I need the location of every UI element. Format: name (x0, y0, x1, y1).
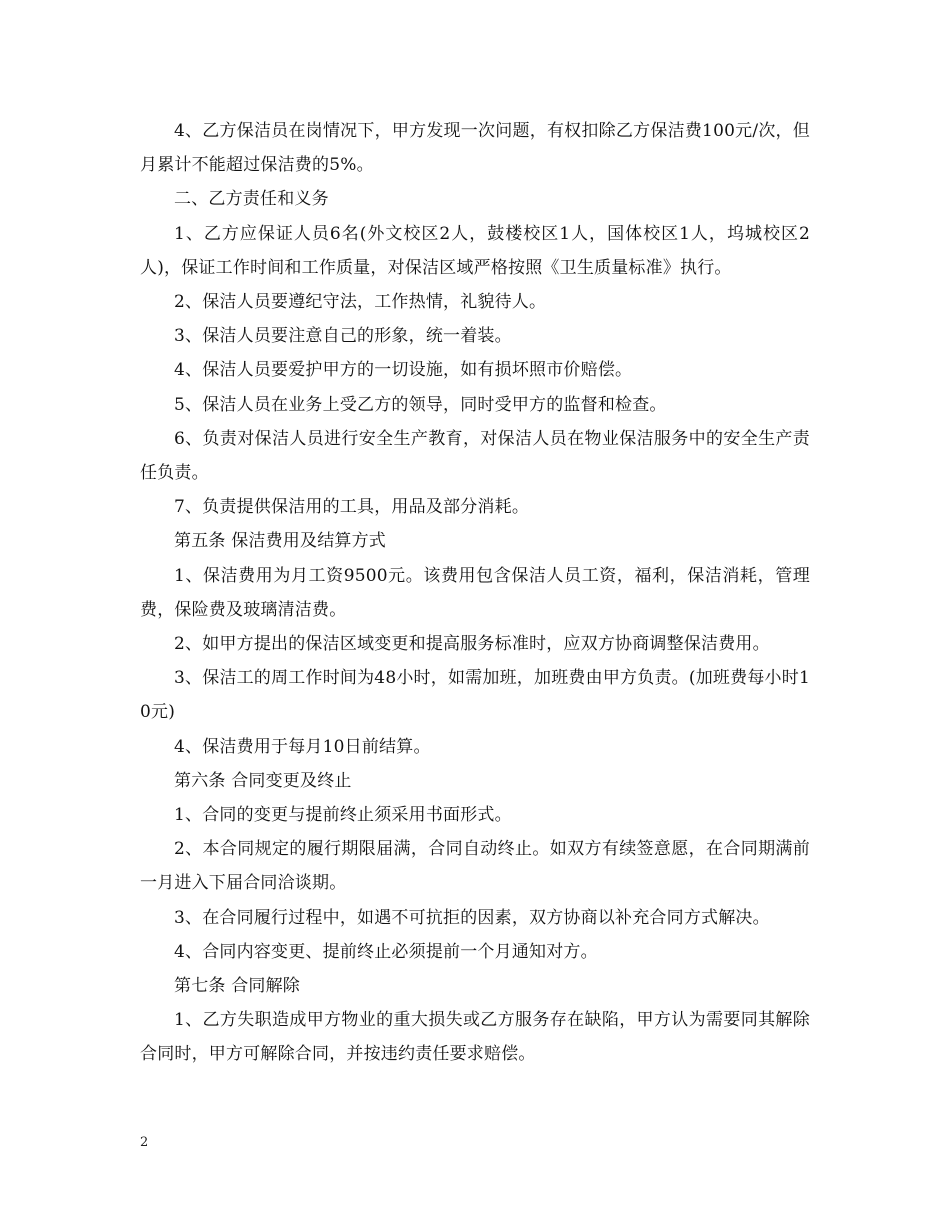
section-heading-party-b-duties: 二、乙方责任和义务 (174, 189, 329, 210)
paragraph-tools: 7、负责提供保洁用的工具，用品及部分消耗。 (174, 497, 530, 518)
article-heading-fees: 第五条 保洁费用及结算方式 (174, 531, 387, 552)
paragraph-written-form: 1、合同的变更与提前终止须采用书面形式。 (174, 805, 512, 826)
paragraph-monthly-fee: 1、保洁费用为月工资9500元。该费用包含保洁人员工资，福利，保洁消耗，管理费，保险费及玻璃清洁费。 (140, 565, 810, 620)
paragraph-deduction-rule: 4、乙方保洁员在岗情况下，甲方发现一次问题，有权扣除乙方保洁费100元/次，但月累计不能超过保洁费的5%。 (140, 121, 810, 176)
paragraph-force-majeure: 3、在合同履行过程中，如遇不可抗拒的因素，双方协商以补充合同方式解决。 (174, 907, 770, 928)
paragraph-fee-adjustment: 2、如甲方提出的保洁区域变更和提高服务标准时，应双方协商调整保洁费用。 (174, 634, 770, 655)
paragraph-settlement: 4、保洁费用于每月10日前结算。 (174, 736, 431, 757)
article-heading-rescission: 第七条 合同解除 (174, 976, 301, 997)
article-heading-change-termination: 第六条 合同变更及终止 (174, 770, 352, 791)
page-number: 2 (140, 1135, 149, 1150)
paragraph-notice: 4、合同内容变更、提前终止必须提前一个月通知对方。 (174, 941, 598, 962)
paragraph-safety-education: 6、负责对保洁人员进行安全生产教育，对保洁人员在物业保洁服务中的安全生产责任负责。 (140, 428, 810, 484)
paragraph-law-abiding: 2、保洁人员要遵纪守法，工作热情，礼貌待人。 (174, 292, 547, 313)
paragraph-facilities: 4、保洁人员要爱护甲方的一切设施，如有损坏照市价赔偿。 (174, 360, 633, 381)
paragraph-overtime: 3、保洁工的周工作时间为48小时，如需加班，加班费由甲方负责。(加班费每小时10元) (140, 668, 810, 723)
paragraph-supervision: 5、保洁人员在业务上受乙方的领导，同时受甲方的监督和检查。 (174, 394, 667, 415)
paragraph-rescission: 1、乙方失职造成甲方物业的重大损失或乙方服务存在缺陷，甲方认为需要同其解除合同时，甲方可解除合同，并按违约责任要求赔偿。 (140, 1010, 810, 1065)
paragraph-expiry: 2、本合同规定的履行期限届满，合同自动终止。如双方有续签意愿，在合同期满前一月进入下届合同洽谈期。 (140, 839, 810, 894)
document-body (140, 114, 810, 1072)
paragraph-staffing: 1、乙方应保证人员6名(外文校区2人，鼓楼校区1人，国体校区1人，坞城校区2人)，保证工作时间和工作质量，对保洁区域严格按照《卫生质量标准》执行。 (140, 223, 810, 278)
paragraph-appearance: 3、保洁人员要注意自己的形象，统一着装。 (174, 326, 512, 347)
